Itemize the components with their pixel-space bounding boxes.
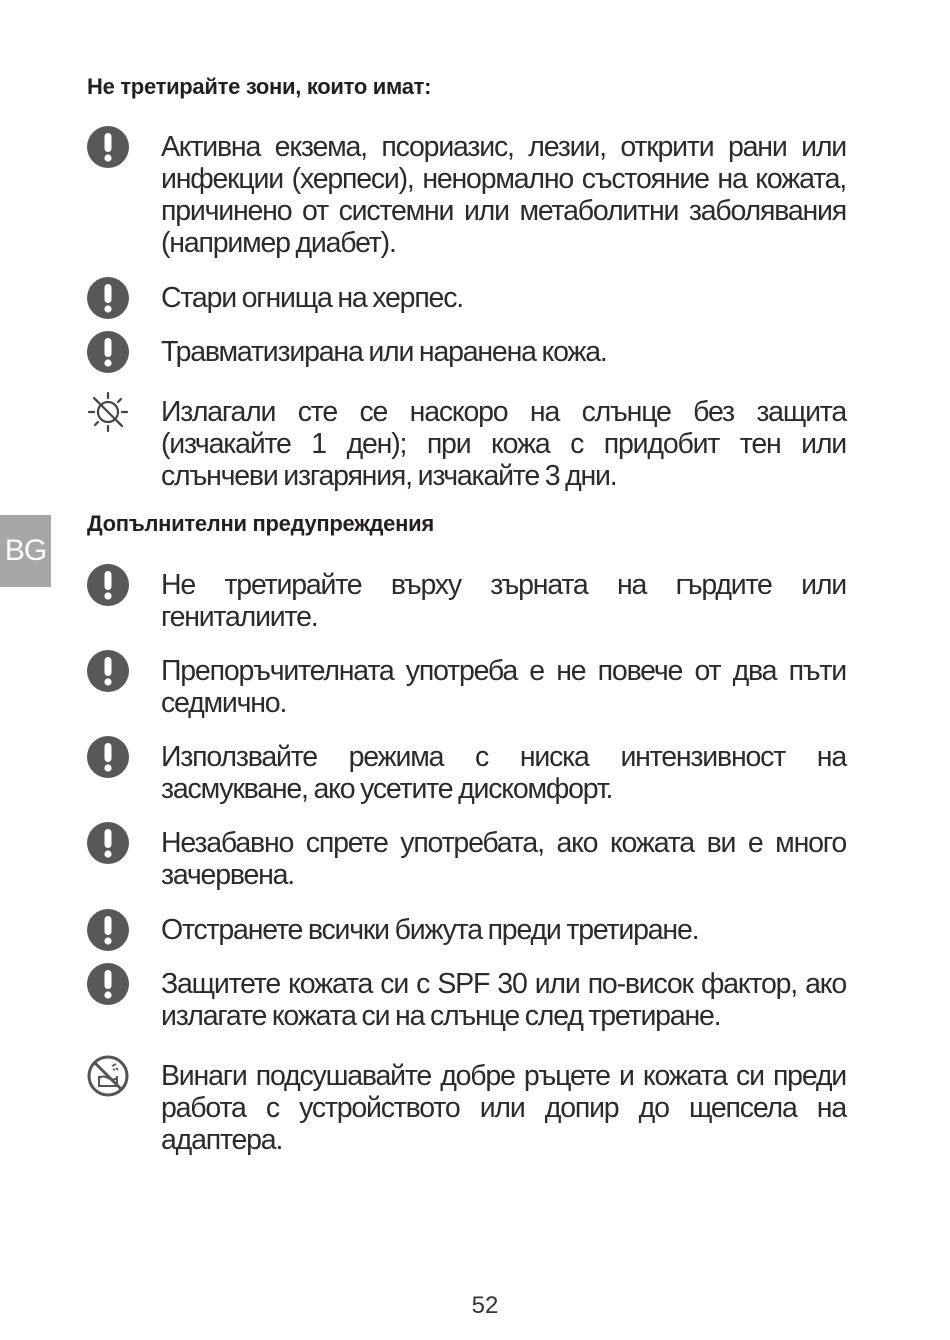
- section-heading-contraindications: Не третирайте зони, които имат:: [87, 74, 432, 99]
- warning-icon: [86, 330, 130, 374]
- item-text: Травматизирана или наранена кожа.: [161, 336, 607, 368]
- item-text: Стари огнища на херпес.: [161, 282, 463, 314]
- list-item: [86, 914, 846, 946]
- item-text: Отстранете всички бижута преди третиране.: [161, 914, 699, 946]
- list-item: [86, 396, 846, 492]
- warning-icon: [86, 125, 130, 169]
- warning-icon: [86, 735, 130, 779]
- section-heading-additional-warnings: Допълнителни предупреждения: [87, 511, 434, 536]
- item-text: Излагали сте се наскоро на слънце без защита (изчакайте 1 ден); при кожа с придобит тен или слънчеви изгаряния, изчакайте 3 дни.: [161, 396, 846, 492]
- warning-icon: [86, 962, 130, 1006]
- warning-icon: [86, 276, 130, 320]
- list-item: [86, 827, 846, 891]
- warning-icon: [86, 649, 130, 693]
- warning-icon: [86, 821, 130, 865]
- warning-icon: [86, 908, 130, 952]
- list-item: [86, 131, 846, 259]
- list-item: [86, 741, 846, 805]
- list-item: [86, 282, 846, 314]
- item-text: Защитете кожата си с SPF 30 или по-висок фактор, ако излагате кожата си на слънце след третиране.: [161, 968, 846, 1032]
- item-text: Използвайте режима с ниска интензивност на засмукване, ако усетите дискомфорт.: [161, 741, 846, 805]
- item-text: Не третирайте върху зърната на гърдите или гениталиите.: [161, 569, 846, 633]
- list-item: [86, 336, 846, 368]
- list-item: [86, 655, 846, 719]
- item-text: Незабавно спрете употребата, ако кожата ви е много зачервена.: [161, 827, 846, 891]
- list-item: [86, 569, 846, 633]
- language-tab: BG: [0, 515, 51, 587]
- list-item: [86, 968, 846, 1032]
- item-text: Винаги подсушавайте добре ръцете и кожата си преди работа с устройството или допир до щепсела на адаптера.: [161, 1060, 846, 1156]
- page-number: 52: [471, 1292, 499, 1319]
- item-text: Активна екзема, псориазис, лезии, открити рани или инфекции (херпеси), ненормално състояние на кожата, причинено от системни или метаболитни заболявания (например диабет).: [161, 131, 846, 259]
- warning-icon: [86, 563, 130, 607]
- item-text: Препоръчителната употреба е не повече от два пъти седмично.: [161, 655, 846, 719]
- list-item: [86, 1060, 846, 1156]
- no-water-icon: [86, 1054, 130, 1098]
- no-sun-icon: [86, 390, 130, 434]
